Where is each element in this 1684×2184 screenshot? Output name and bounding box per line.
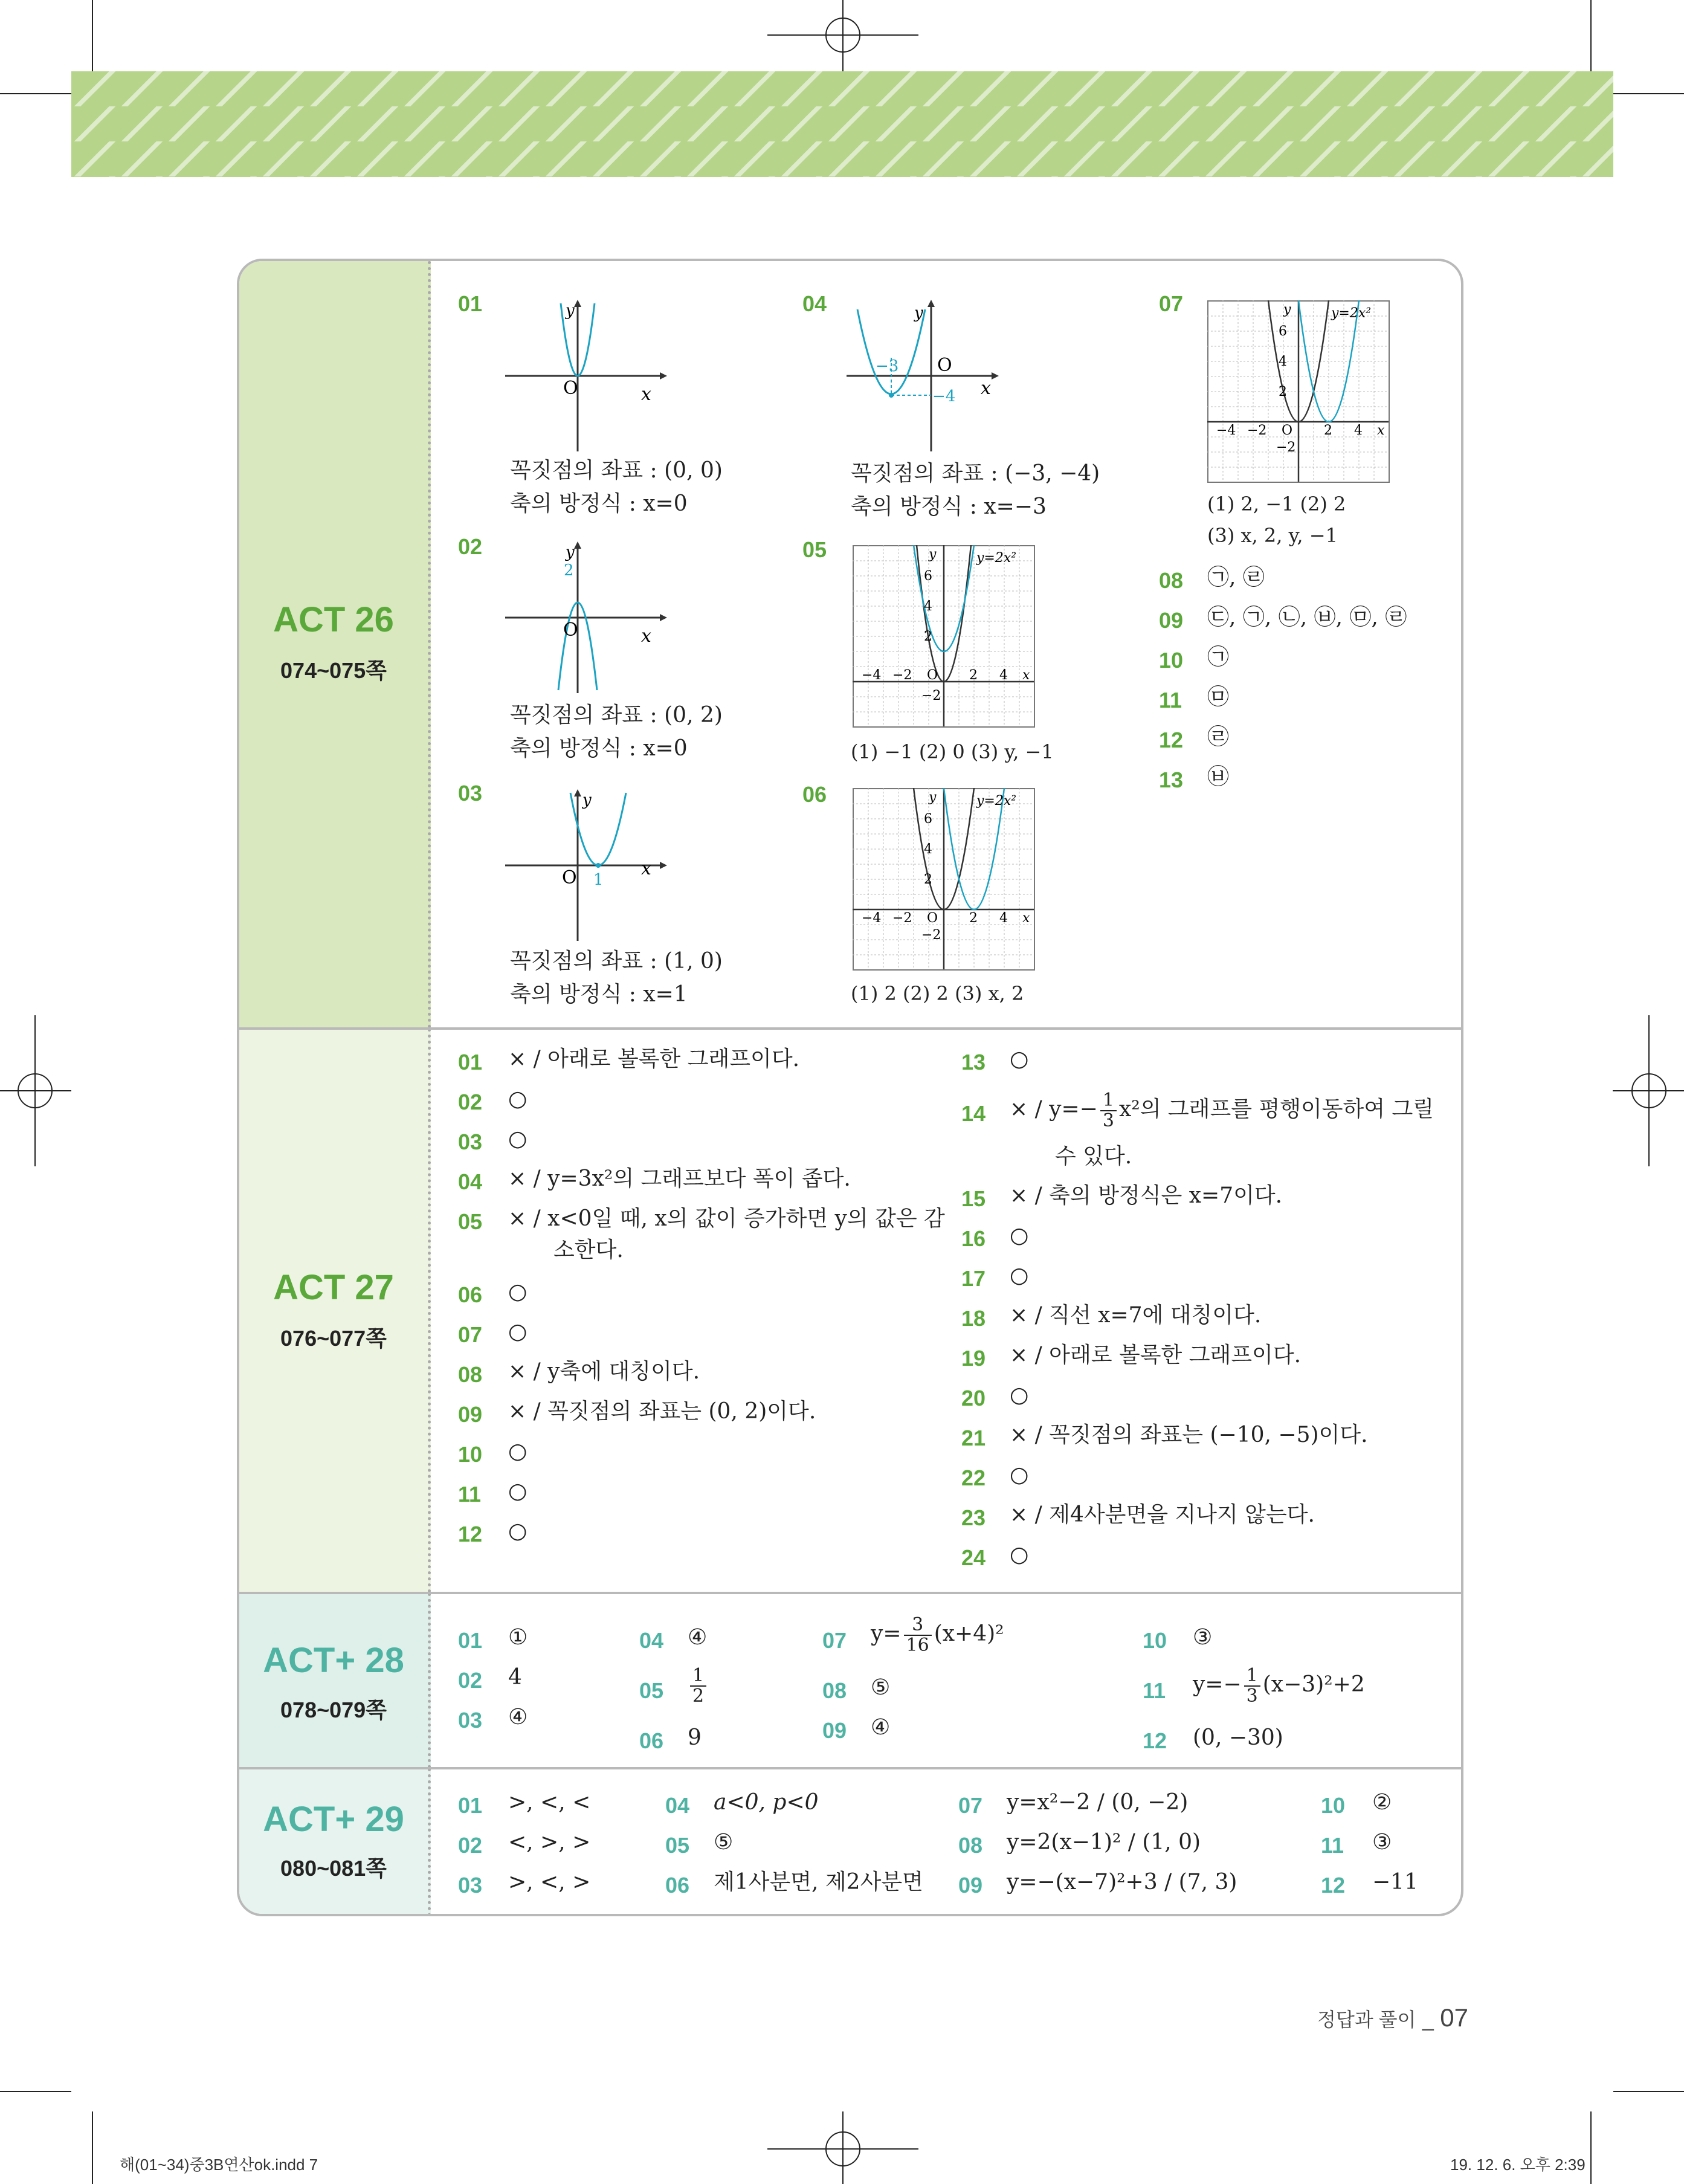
- answer-text: ○: [508, 1279, 527, 1304]
- answer-text: × / y=− $\frac{1}{3}$ x²의 그래프를 평행이동하여 그릴: [1010, 1090, 1434, 1131]
- svg-text:−2: −2: [892, 911, 912, 926]
- item-number: 05: [458, 1209, 483, 1234]
- svg-text:−2: −2: [1276, 440, 1296, 455]
- act28-label-panel: [239, 1593, 431, 1768]
- svg-text:2: 2: [1279, 384, 1287, 399]
- answer-text: × / 제4사분면을 지나지 않는다.: [1010, 1502, 1315, 1527]
- svg-text:y: y: [582, 791, 592, 809]
- axis-text: 축의 방정식 : x=1: [510, 982, 688, 1007]
- grid-graph-05: [853, 545, 1037, 729]
- answer-text: ○: [1010, 1263, 1029, 1288]
- answer-text: y=− $\frac{1}{3}$ (x−3)²+2: [1193, 1665, 1365, 1707]
- svg-text:−4: −4: [1216, 423, 1236, 438]
- item-number: 01: [458, 291, 483, 316]
- answer-text: × / 직선 x=7에 대칭이다.: [1010, 1303, 1262, 1328]
- svg-text:2: 2: [1324, 423, 1332, 438]
- item-number: 10: [1321, 1793, 1346, 1818]
- svg-text:2: 2: [969, 668, 978, 683]
- answer-text: ㉠: [1207, 645, 1230, 670]
- answer-text: ①: [508, 1625, 528, 1650]
- svg-text:4: 4: [999, 668, 1008, 683]
- item-number: 09: [822, 1718, 847, 1743]
- svg-text:4: 4: [999, 911, 1008, 926]
- item-number: 01: [458, 1050, 483, 1074]
- svg-text:4: 4: [924, 842, 932, 857]
- svg-text:y: y: [1283, 302, 1291, 317]
- answer-text: ○: [508, 1319, 527, 1344]
- answer-frame: [237, 259, 1463, 1916]
- svg-text:−4: −4: [932, 387, 956, 405]
- answer-text: ㉢, ㉠, ㉡, ㉥, ㉤, ㉣: [1207, 605, 1407, 630]
- svg-text:y=2x²: y=2x²: [1331, 306, 1372, 321]
- answer-text: ○: [508, 1439, 527, 1464]
- item-number: 06: [802, 782, 827, 807]
- vertex-text: 꼭짓점의 좌표 : (1, 0): [510, 949, 723, 974]
- svg-text:O: O: [927, 668, 938, 683]
- origin-label: O: [563, 378, 578, 399]
- item-number: 19: [961, 1346, 986, 1371]
- file-info: 해(01~34)중3B연산ok.indd 7: [120, 2156, 318, 2174]
- answer-text: ○: [1010, 1542, 1029, 1567]
- act26-pages: 074~075쪽: [280, 658, 387, 683]
- vertex-text: 꼭짓점의 좌표 : (0, 0): [510, 458, 723, 483]
- registration-target-top: [767, 0, 918, 71]
- crop-mark: [92, 2111, 93, 2184]
- answer-text: ㉠, ㉣: [1207, 565, 1265, 590]
- item-number: 08: [1159, 568, 1184, 593]
- item-number: 03: [458, 1129, 483, 1154]
- item-number: 06: [639, 1728, 664, 1753]
- svg-text:−2: −2: [1247, 423, 1267, 438]
- crop-mark: [1613, 2091, 1684, 2092]
- item-number: 13: [961, 1050, 986, 1074]
- item-number: 10: [1143, 1628, 1167, 1653]
- answer-text: × / y=3x²의 그래프보다 폭이 좁다.: [508, 1166, 851, 1191]
- item-number: 12: [458, 1522, 483, 1546]
- answer-text: ○: [508, 1126, 527, 1151]
- registration-target-right: [1613, 1015, 1684, 1166]
- answer-text: ○: [508, 1087, 527, 1111]
- item-number: 04: [665, 1793, 690, 1818]
- grid-graph-06: [853, 788, 1037, 972]
- item-number: 04: [458, 1169, 483, 1194]
- answer-text: ④: [688, 1625, 708, 1650]
- item-number: 04: [639, 1628, 664, 1653]
- svg-text:−2: −2: [921, 688, 941, 703]
- item-number: 06: [665, 1873, 690, 1898]
- item-number: 20: [961, 1386, 986, 1410]
- svg-text:4: 4: [1279, 354, 1287, 369]
- svg-text:1: 1: [593, 871, 604, 889]
- item-number: 09: [958, 1873, 983, 1898]
- answer-text: y=2(x−1)² / (1, 0): [1007, 1830, 1201, 1855]
- answer-text: ⑤: [871, 1675, 891, 1700]
- svg-text:2: 2: [924, 629, 932, 644]
- item-number: 11: [1321, 1833, 1344, 1858]
- svg-text:4: 4: [924, 599, 932, 614]
- answer-text: (0, −30): [1193, 1725, 1283, 1750]
- answer-text: ③: [1372, 1830, 1392, 1855]
- act27-pages: 076~077쪽: [280, 1326, 387, 1351]
- answer-text-cont: 수 있다.: [1055, 1144, 1132, 1169]
- header-banner: [71, 71, 1613, 177]
- svg-text:y: y: [929, 790, 937, 805]
- svg-text:O: O: [937, 355, 952, 376]
- svg-text:6: 6: [924, 569, 932, 584]
- item-number: 12: [1159, 728, 1184, 752]
- item-number: 02: [458, 534, 483, 559]
- item-number: 07: [822, 1628, 847, 1653]
- item-number: 05: [665, 1833, 690, 1858]
- answer-text: ㉥: [1207, 764, 1230, 789]
- answer-text: >, <, <: [508, 1790, 591, 1815]
- answer-text: ○: [508, 1519, 527, 1543]
- svg-text:O: O: [562, 867, 577, 888]
- registration-target-left: [0, 1015, 71, 1166]
- act26-label-panel: [239, 261, 431, 1029]
- answer-text: × / 꼭짓점의 좌표는 (−10, −5)이다.: [1010, 1423, 1368, 1447]
- item-number: 02: [458, 1090, 483, 1114]
- axis-text: 축의 방정식 : x=−3: [851, 494, 1047, 519]
- answer-text: × / 아래로 볼록한 그래프이다.: [1010, 1343, 1302, 1368]
- item-number: 05: [639, 1678, 664, 1703]
- item-number: 10: [458, 1442, 483, 1467]
- answer-text: a<0, p<0: [714, 1790, 819, 1815]
- answer-text: 제1사분면, 제2사분면: [714, 1870, 923, 1895]
- item-number: 22: [961, 1465, 986, 1490]
- answer-text: ○: [1010, 1047, 1029, 1071]
- item-number: 07: [458, 1322, 483, 1347]
- svg-text:−3: −3: [876, 357, 899, 375]
- item-number: 18: [961, 1306, 986, 1331]
- item-number: 05: [802, 537, 827, 562]
- item-number: 23: [961, 1505, 986, 1530]
- answer-text: ④: [508, 1705, 528, 1730]
- act27-title: ACT 27: [273, 1268, 394, 1307]
- item-number: 01: [458, 1793, 483, 1818]
- item-number: 03: [458, 1708, 483, 1733]
- answer-text: $\frac{1}{2}$: [688, 1661, 709, 1709]
- act29-title: ACT+ 29: [263, 1800, 404, 1839]
- answer-text: (3) x, 2, y, −1: [1207, 524, 1338, 547]
- item-number: 11: [1159, 688, 1182, 712]
- act28-pages: 078~079쪽: [280, 1698, 387, 1722]
- answer-text: ○: [1010, 1223, 1029, 1248]
- axis-text: 축의 방정식 : x=0: [510, 736, 688, 761]
- svg-text:6: 6: [924, 812, 932, 827]
- svg-text:x: x: [1377, 423, 1385, 438]
- svg-text:y=2x²: y=2x²: [976, 551, 1017, 566]
- date-info: 19. 12. 6. 오후 2:39: [1450, 2156, 1586, 2174]
- item-number: 21: [961, 1426, 986, 1450]
- svg-text:O: O: [563, 619, 578, 641]
- answer-text: ②: [1372, 1790, 1392, 1815]
- answer-text: y=−(x−7)²+3 / (7, 3): [1007, 1870, 1237, 1895]
- item-number: 12: [1143, 1728, 1167, 1753]
- item-number: 08: [958, 1833, 983, 1858]
- svg-text:x: x: [641, 625, 651, 647]
- answer-text: × / y축에 대칭이다.: [508, 1359, 700, 1384]
- x-axis-label: x: [641, 384, 651, 405]
- answer-text: (1) 2, −1 (2) 2: [1207, 493, 1346, 515]
- section-divider: [239, 1027, 1461, 1030]
- svg-text:y: y: [929, 547, 937, 562]
- item-number: 08: [458, 1362, 483, 1387]
- act27-label-panel: [239, 1029, 431, 1593]
- item-number: 07: [958, 1793, 983, 1818]
- axis-text: 축의 방정식 : x=0: [510, 491, 688, 516]
- page-separator: _: [1422, 2008, 1434, 2031]
- answer-text: ④: [871, 1715, 891, 1740]
- svg-text:y=2x²: y=2x²: [976, 793, 1017, 809]
- act26-title: ACT 26: [273, 600, 394, 639]
- answer-text: y= $\frac{3}{16}$ (x+4)²: [871, 1614, 1004, 1656]
- item-number: 14: [961, 1101, 986, 1126]
- answer-text: 4: [508, 1665, 522, 1690]
- answer-text-cont: 소한다.: [553, 1238, 624, 1262]
- svg-text:2: 2: [969, 911, 978, 926]
- item-number: 10: [1159, 648, 1184, 673]
- answer-text: × / 꼭짓점의 좌표는 (0, 2)이다.: [508, 1399, 816, 1424]
- svg-text:4: 4: [1354, 423, 1363, 438]
- answer-text: × / 축의 방정식은 x=7이다.: [1010, 1183, 1283, 1208]
- svg-text:−4: −4: [862, 911, 882, 926]
- answer-text: ③: [1193, 1625, 1213, 1650]
- item-number: 11: [458, 1482, 482, 1507]
- item-number: 15: [961, 1186, 986, 1211]
- page-label: 정답과 풀이: [1317, 2009, 1416, 2031]
- answer-text: × / x<0일 때, x의 값이 증가하면 y의 값은 감: [508, 1206, 945, 1231]
- svg-text:−2: −2: [921, 928, 941, 943]
- vertex-text: 꼭짓점의 좌표 : (0, 2): [510, 703, 723, 728]
- item-number: 08: [822, 1678, 847, 1703]
- svg-text:2: 2: [564, 561, 574, 580]
- item-number: 24: [961, 1545, 986, 1570]
- svg-text:O: O: [1282, 423, 1293, 438]
- answer-text: ⑤: [714, 1830, 734, 1855]
- svg-text:x: x: [641, 858, 651, 879]
- crop-mark: [1590, 0, 1592, 71]
- act29-label-panel: [239, 1768, 431, 1916]
- y-axis-label: y: [566, 302, 575, 320]
- crop-mark: [92, 0, 93, 71]
- page-footer: [1317, 2003, 1468, 2032]
- svg-text:6: 6: [1279, 324, 1287, 339]
- section-divider: [239, 1767, 1461, 1769]
- svg-text:2: 2: [924, 872, 932, 887]
- answer-text: −11: [1372, 1870, 1418, 1895]
- parabola-graph-01: [505, 297, 674, 454]
- crop-mark: [0, 93, 71, 94]
- svg-text:−2: −2: [892, 668, 912, 683]
- svg-text:−4: −4: [862, 668, 882, 683]
- item-number: 12: [1321, 1873, 1346, 1898]
- section-divider: [239, 1592, 1461, 1594]
- item-number: 17: [961, 1266, 986, 1291]
- crop-mark: [0, 2091, 71, 2092]
- item-number: 07: [1159, 291, 1184, 316]
- answer-text: ㉣: [1207, 725, 1230, 749]
- answer-text: ㉤: [1207, 685, 1230, 709]
- item-number: 03: [458, 1873, 483, 1898]
- answer-text: ○: [1010, 1462, 1029, 1487]
- item-number: 02: [458, 1833, 483, 1858]
- item-number: 16: [961, 1226, 986, 1251]
- item-number: 09: [458, 1402, 483, 1427]
- vertex-text: 꼭짓점의 좌표 : (−3, −4): [851, 461, 1100, 486]
- svg-text:y: y: [914, 304, 923, 322]
- item-number: 09: [1159, 608, 1184, 633]
- svg-text:x: x: [1022, 668, 1030, 683]
- crop-mark: [1590, 2111, 1592, 2184]
- item-number: 06: [458, 1282, 483, 1307]
- answer-text: ○: [508, 1479, 527, 1504]
- answer-text: >, <, >: [508, 1870, 591, 1895]
- svg-text:x: x: [1022, 911, 1030, 926]
- act28-title: ACT+ 28: [263, 1641, 404, 1680]
- grid-graph-07: [1207, 300, 1392, 485]
- registration-target-bottom: [767, 2111, 918, 2184]
- crop-mark: [1613, 93, 1684, 94]
- item-number: 01: [458, 1628, 483, 1653]
- item-number: 04: [802, 291, 827, 316]
- answer-text: y=x²−2 / (0, −2): [1007, 1790, 1189, 1815]
- answer-text: (1) −1 (2) 0 (3) y, −1: [851, 740, 1054, 763]
- answer-text: (1) 2 (2) 2 (3) x, 2: [851, 982, 1024, 1005]
- svg-text:O: O: [927, 911, 938, 926]
- svg-text:y: y: [566, 543, 575, 561]
- item-number: 02: [458, 1668, 483, 1693]
- parabola-graph-04: [847, 297, 1004, 454]
- answer-text: × / 아래로 볼록한 그래프이다.: [508, 1047, 800, 1071]
- item-number: 03: [458, 781, 483, 806]
- item-number: 11: [1143, 1678, 1166, 1703]
- svg-text:x: x: [981, 378, 991, 399]
- answer-text: <, >, >: [508, 1830, 591, 1855]
- parabola-graph-03: [505, 787, 674, 944]
- answer-text: ○: [1010, 1383, 1029, 1407]
- page-number: 07: [1440, 2003, 1468, 2032]
- answer-text: 9: [688, 1725, 702, 1750]
- act29-pages: 080~081쪽: [280, 1856, 387, 1881]
- item-number: 13: [1159, 767, 1184, 792]
- parabola-graph-02: [505, 539, 674, 696]
